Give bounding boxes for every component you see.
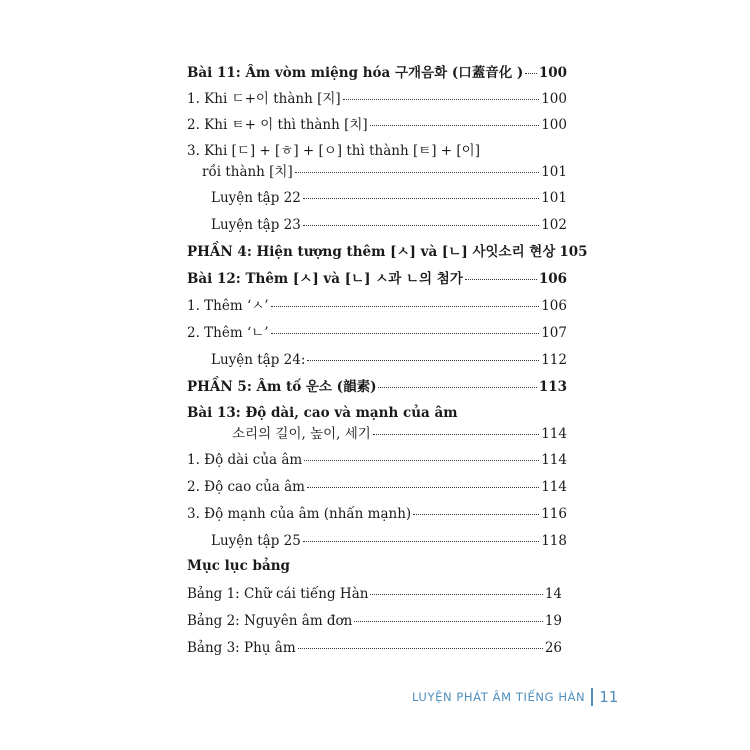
tables-heading: Mục lục bảng: [187, 558, 290, 574]
toc-entry[interactable]: [232, 425, 567, 443]
toc-entry-page: 14: [544, 586, 562, 602]
toc-entry-label: 소리의 길이, 높이, 세기: [232, 426, 371, 442]
dot-leader: [413, 514, 539, 515]
toc-entry[interactable]: [187, 639, 562, 657]
toc-entry-label: Luyện tập 25: [211, 533, 301, 549]
toc-entry-page: 100: [538, 65, 567, 81]
toc-entry[interactable]: [187, 64, 567, 82]
toc-entry-label: 2. Khi ㅌ+ 이 thì thành [치]: [187, 117, 368, 133]
toc-entry-page: 114: [541, 452, 567, 468]
toc-entry[interactable]: [187, 297, 567, 315]
toc-entry-page: 113: [538, 379, 567, 395]
toc-entry-label: 3. Độ mạnh của âm (nhấn mạnh): [187, 506, 412, 522]
toc-entry-page: 118: [541, 533, 567, 549]
toc-entry-page: 102: [541, 217, 567, 233]
toc-entry-label: Bảng 3: Phụ âm: [187, 640, 296, 656]
toc-entry-label: 1. Thêm ‘ㅅ’: [187, 298, 269, 314]
toc-entry[interactable]: [187, 478, 567, 496]
footer-divider: [591, 688, 593, 706]
dot-leader: [298, 648, 543, 649]
toc-entry-label: Bảng 1: Chữ cái tiếng Hàn: [187, 586, 369, 602]
toc-entry-page: 19: [544, 613, 562, 629]
toc-entry-label-line1: Bài 13: Độ dài, cao và mạnh của âm: [187, 405, 458, 421]
toc-entry[interactable]: [187, 243, 588, 261]
book-title: LUYỆN PHÁT ÂM TIẾNG HÀN: [412, 690, 586, 704]
toc-entry-label: Bài 11: Âm vòm miệng hóa 구개음화 (口蓋音化 ): [187, 65, 524, 81]
toc-entry[interactable]: [187, 116, 567, 134]
toc-entry-page: 105: [559, 244, 588, 260]
toc-entry-page: 114: [541, 426, 567, 442]
dot-leader: [370, 125, 540, 126]
dot-leader: [271, 333, 540, 334]
toc-entry-label: Bài 12: Thêm [ㅅ] và [ㄴ] ㅅ과 ㄴ의 첨가: [187, 271, 463, 287]
toc-entry[interactable]: [187, 324, 567, 342]
toc-entry-label: 1. Độ dài của âm: [187, 452, 303, 468]
toc-entry-page: 112: [541, 352, 567, 368]
dot-leader: [354, 621, 542, 622]
dot-leader: [303, 225, 539, 226]
toc-entry[interactable]: [211, 532, 567, 550]
dot-leader: [307, 487, 539, 488]
toc-entry-label: 1. Khi ㄷ+이 thành [지]: [187, 91, 341, 107]
toc-entry-label: Luyện tập 22: [211, 190, 301, 206]
toc-entry-label: Luyện tập 24:: [211, 352, 306, 368]
dot-leader: [343, 99, 540, 100]
toc-entry-label: Luyện tập 23: [211, 217, 301, 233]
toc-entry[interactable]: [187, 90, 567, 108]
page-number: 11: [599, 688, 619, 706]
toc-entry[interactable]: [187, 451, 567, 469]
toc-entry-page: 114: [541, 479, 567, 495]
toc-entry[interactable]: [211, 351, 567, 369]
toc-entry-page: 116: [541, 506, 567, 522]
toc-entry-page: 101: [541, 190, 567, 206]
toc-entry-label: Bảng 2: Nguyên âm đơn: [187, 613, 353, 629]
toc-entry[interactable]: [187, 612, 562, 630]
toc-entry[interactable]: [211, 216, 567, 234]
toc-entry[interactable]: [202, 163, 567, 181]
dot-leader: [525, 73, 537, 74]
dot-leader: [303, 541, 539, 542]
toc-entry-label: PHẦN 4: Hiện tượng thêm [ㅅ] và [ㄴ] 사잇소리 현상: [187, 244, 556, 260]
toc-entry-label-line1: 3. Khi [ㄷ] + [ㅎ] + [ㅇ] thì thành [ㅌ] + [이]: [187, 143, 480, 159]
toc-entry-page: 26: [544, 640, 562, 656]
dot-leader: [373, 434, 539, 435]
dot-leader: [304, 460, 539, 461]
dot-leader: [303, 198, 539, 199]
toc-entry[interactable]: [187, 378, 567, 396]
toc-entry-label: rồi thành [치]: [202, 164, 293, 180]
toc-entry[interactable]: [187, 585, 562, 603]
dot-leader: [295, 172, 539, 173]
toc-entry-label: PHẦN 5: Âm tố 운소 (韻素): [187, 379, 377, 395]
toc-entry[interactable]: [187, 505, 567, 523]
toc-entry-page: 101: [541, 164, 567, 180]
toc-entry[interactable]: [187, 270, 567, 288]
dot-leader: [370, 594, 542, 595]
toc-entry-page: 106: [541, 298, 567, 314]
dot-leader: [378, 387, 536, 388]
toc-entry[interactable]: [211, 189, 567, 207]
toc-entry-page: 100: [541, 117, 567, 133]
toc-entry-page: 107: [541, 325, 567, 341]
toc-entry-page: 106: [538, 271, 567, 287]
toc-entry-label: 2. Thêm ‘ㄴ’: [187, 325, 269, 341]
dot-leader: [307, 360, 539, 361]
dot-leader: [271, 306, 540, 307]
page-footer: [412, 688, 618, 706]
toc-entry-page: 100: [541, 91, 567, 107]
dot-leader: [465, 279, 537, 280]
toc-entry-label: 2. Độ cao của âm: [187, 479, 305, 495]
